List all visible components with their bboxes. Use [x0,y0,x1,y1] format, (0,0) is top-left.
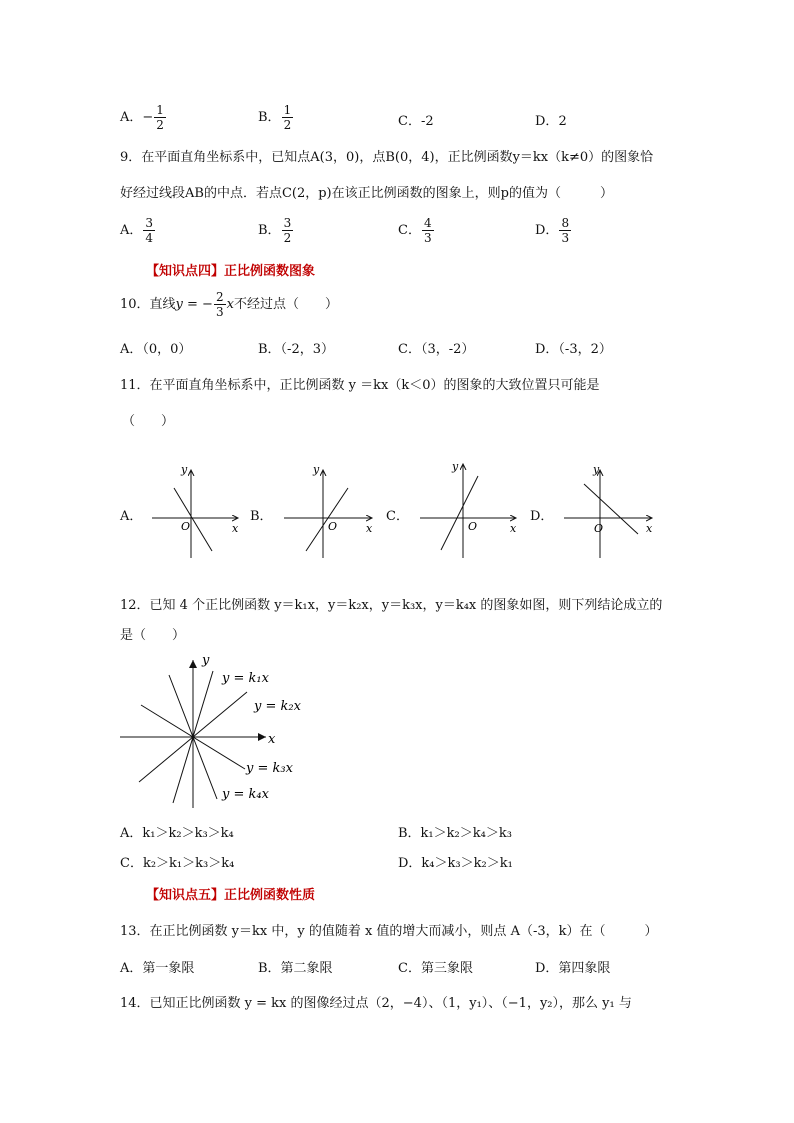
y-axis-label: y [181,463,188,476]
numerator: 4 [423,216,432,230]
fraction [422,216,434,245]
equation-left: y = − [175,297,213,312]
denominator: 4 [145,231,154,245]
function-line [584,484,638,534]
denominator: 3 [215,305,224,319]
fraction [154,103,166,132]
q12-option-a: A．k₁＞k₂＞k₃＞k₄ [120,826,234,841]
q9-stem-line1: 9．在平面直角坐标系中，已知点A(3，0)，点B(0，4)，正比例函数y＝kx（k≠0）的图象恰 [120,150,654,165]
figure-y-label: y [202,653,210,668]
q11-option-a-label: A． [120,509,143,524]
q12-stem-line2: 是（ ） [120,628,186,643]
q12-figure [116,648,336,812]
q12-option-b: B．k₁＞k₂＞k₄＞k₃ [398,826,512,841]
question-suffix: 不经过点（ ） [233,297,338,312]
denominator: 3 [561,231,570,245]
q12-option-c: C．k₂＞k₁＞k₃＞k₄ [120,856,235,871]
q12-option-d: D．k₄＞k₃＞k₂＞k₁ [398,856,513,871]
q13-option-a: A．第一象限 [120,961,195,976]
function-line [441,476,478,550]
option-label: A． [120,223,143,238]
fraction [559,216,571,245]
origin-label: O [594,522,604,535]
y-axis-label: y [313,463,320,476]
option-label: B． [258,110,281,125]
q11-option-d-label: D． [530,509,554,524]
y-axis-label: y [593,463,600,476]
q10-stem [120,290,338,319]
q8-option-c [398,110,434,129]
q10-option-c: C．（3，-2） [398,342,475,357]
q11-option-b-label: B． [250,509,273,524]
fraction [282,103,294,132]
label-k4: y = k₄x [222,787,269,802]
x-axis-label: x [646,522,653,535]
option-value: 2 [558,114,567,129]
q9-option-c [398,216,435,245]
numerator: 3 [283,216,292,230]
denominator: 2 [283,231,292,245]
q11-stem-line1: 11．在平面直角坐标系中，正比例函数 y ＝kx（k＜0）的图象的大致位置只可能是 [120,378,600,393]
q11-graph-b [280,460,380,560]
x-axis-label: x [232,522,239,535]
numerator: 8 [561,216,570,230]
origin-label: O [181,520,191,533]
fraction [282,216,294,245]
numerator: 3 [145,216,154,230]
q10-option-a: A．（0，0） [120,342,192,357]
q12-stem-line1: 12．已知 4 个正比例函数 y＝k₁x，y＝k₂x，y＝k₃x，y＝k₄x 的图象如图，则下列结论成立的 [120,598,663,613]
q9-stem-line2: 好经过线段AB的中点．若点C(2，p)在该正比例函数的图象上，则p的值为（ ） [120,186,613,201]
q14-stem: 14．已知正比例函数 y = kx 的图像经过点（2，−4）、（1，y₁）、（−1，y₂），那么 y₁ 与 [120,996,632,1011]
origin-label: O [468,520,478,533]
origin-label: O [328,520,338,533]
question-prefix: 10．直线 [120,297,176,312]
q10-option-d: D．（-3，2） [535,342,612,357]
denominator: 2 [156,118,164,132]
section-heading-4: 【知识点四】正比例函数图象 [146,264,316,279]
q9-option-b [258,216,294,245]
option-label: C． [398,223,421,238]
q8-option-b [258,103,294,132]
q9-option-a [120,216,156,245]
minus-sign: − [142,110,154,125]
q13-stem: 13．在正比例函数 y＝kx 中，y 的值随着 x 值的增大而减小，则点 A（-3，k）在（ ） [120,924,658,939]
label-k3: y = k₃x [246,761,293,776]
x-axis-label: x [510,522,517,535]
label-k1: y = k₁x [222,671,269,686]
denominator: 3 [423,231,432,245]
q13-option-d: D．第四象限 [535,961,611,976]
option-label: B． [258,223,281,238]
equation-right: x [226,297,234,312]
numerator: 1 [156,103,164,117]
section-heading-5: 【知识点五】正比例函数性质 [146,888,316,903]
q8-option-d [535,110,567,129]
label-k2: y = k₂x [254,699,301,714]
q10-option-b: B．（-2，3） [258,342,334,357]
function-line [174,488,212,551]
q13-option-b: B．第二象限 [258,961,333,976]
fraction [143,216,155,245]
fraction [214,290,226,319]
q13-option-c: C．第三象限 [398,961,473,976]
q11-graph-c [416,456,526,560]
option-label: C． [398,114,421,129]
function-line [306,488,348,551]
option-value: -2 [420,114,434,129]
option-label: D． [535,223,559,238]
y-axis-label: y [452,460,459,473]
numerator: 2 [215,290,224,304]
numerator: 1 [283,103,292,117]
q11-option-c-label: C． [386,509,409,524]
x-axis-label: x [366,522,373,535]
q11-graph-a [148,460,248,560]
q9-option-d [535,216,572,245]
option-label: D． [535,114,559,129]
q11-graph-d [560,460,660,560]
q11-stem-line2: （ ） [122,414,175,429]
option-label: A． [120,110,143,125]
q8-option-a [120,103,167,132]
denominator: 2 [283,118,292,132]
figure-x-label: x [268,732,276,747]
